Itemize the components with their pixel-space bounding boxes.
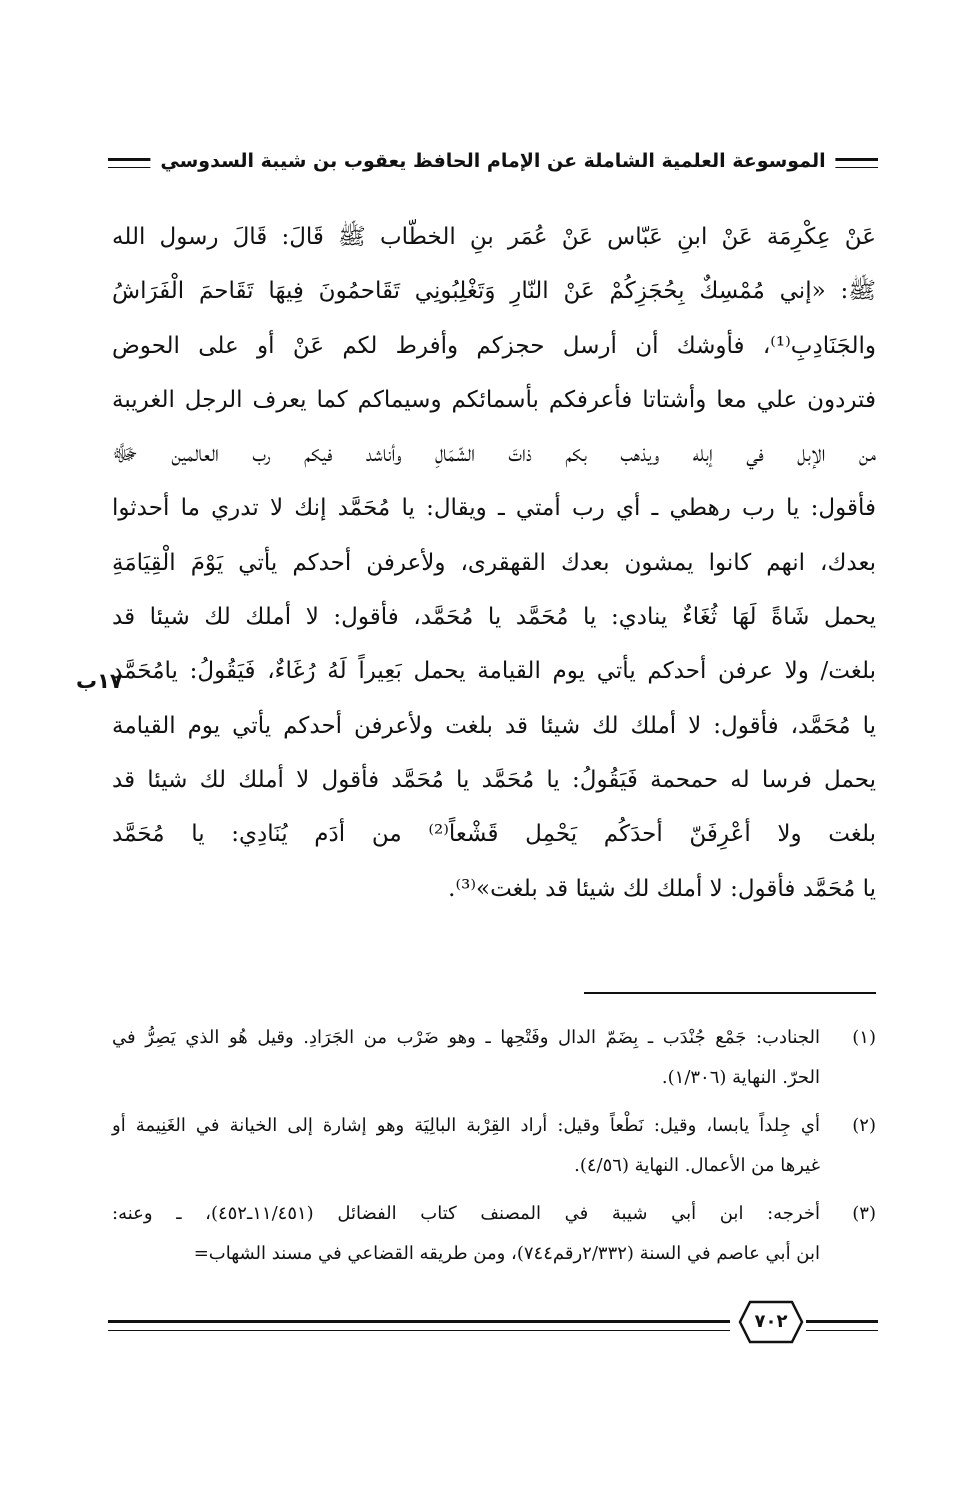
footnote-separator [584,992,876,994]
footnote-number: (٢) [852,1115,876,1136]
footnote-text [112,1194,820,1274]
footer-rule-right [806,1320,878,1331]
text-line: فتردون علي معا وأشتاتا فأعرفكم بأسمائكم وسيماكم كما يعرف الرجل الغريبة [112,386,876,413]
text-line: والجَنَادِبِ⁽¹⁾، فأوشك أن أرسل حجزكم وأفرط لكم عَنْ أو على الحوض [112,332,876,359]
footnotes [112,1018,876,1282]
text-line: عَنْ عِكْرِمَة عَنْ ابنِ عَبّاس عَنْ عُمَر بنِ الخطّاب ﷺ قَالَ: قَالَ رسول الله [112,224,876,250]
footnote-line: أخرجه: ابن أبي شيبة في المصنف كتاب الفضائل (١١/٤٥١ـ٤٥٢)، ـ وعنه: [112,1203,820,1224]
text-line: بلغت/ ولا عرفن أحدكم يأتي يوم القيامة يحمل بَعِيراً لَهُ رُغَاءٌ، فَيَقُولُ: يامُحَمَّد [112,658,876,685]
footnote-number: (٣) [852,1203,876,1224]
text-line: فأقول: يا رب رهطي ـ أي رب أمتي ـ ويقال: يا مُحَمَّد إنك لا تدري ما أحدثوا [112,495,876,522]
page-footer [108,1300,878,1360]
footnote-1 [112,1018,876,1098]
text-line: يا مُحَمَّد، فأقول: لا أملك لك شيئا قد بلغت ولأعرفن أحدكم يأتي يوم القيامة [112,712,876,739]
footnote-line: ابن أبي عاصم في السنة (٢/٣٣٢رقم٧٤٤)، ومن طريقه القضاعي في مسند الشهاب= [193,1243,820,1264]
main-text [112,210,876,916]
text-line: ﷺ: «إني مُمْسِكٌ بِحُجَزِكُمْ عَنْ النّارِ وَتَغْلِبُونِي تَقَاحمُونَ فِيهَا تَقَاحمَ الْفَرَاشُ [112,278,876,305]
text-line: من الإبل في إبله ويذهب بكم ذاتَ الشّمَالِ وأناشد فيكم رب العالمين ﷻ [112,441,876,468]
page-number: ٧٠٢ [754,1311,788,1332]
footnote-line: أي جِلداً يابسا، وقيل: نَطْعاً وقيل: أراد القِرْبة البالِيَة وهو إشارة إلى الخيانة في الغَنِيمة أو [112,1115,820,1136]
manuscript-folio-marker: ١٧ب [76,669,123,693]
text-line: يا مُحَمَّد فأقول: لا أملك لك شيئا قد بلغت»⁽³⁾. [448,875,876,902]
running-header [108,148,878,178]
footnote-line: غيرها من الأعمال. النهاية (٤/٥٦). [574,1155,820,1176]
page-number-badge [738,1300,804,1344]
header-title: الموسوعة العلمية الشاملة عن الإمام الحافظ يعقوب بن شيبة السدوسي [150,148,835,174]
footer-rule-left [108,1320,730,1331]
text-line: بعدك، انهم كانوا يمشون بعدك القهقرى، ولأعرفن أحدكم يأتي يَوْمَ الْقِيَامَةِ [112,549,876,576]
text-line: يحمل فرسا له حمحمة فَيَقُولُ: يا مُحَمَّد يا مُحَمَّد فأقول لا أملك لك شيئا قد [112,766,876,793]
text-line: بلغت ولا أعْرِفَنّ أحدَكُم يَحْمِل قَشْعاً⁽²⁾ من أدَم يُنَادِي: يا مُحَمَّد [112,821,876,848]
text-line: يحمل شَاةً لَهَا ثُغَاءٌ ينادي: يا مُحَمَّد يا مُحَمَّد، فأقول: لا أملك لك شيئا قد [112,604,876,631]
footnote-3 [112,1194,876,1274]
footnote-text [112,1018,820,1098]
footnote-number: (١) [852,1027,876,1048]
footnote-2 [112,1106,876,1186]
footnote-line: الجنادب: جَمْع جُنْدَب ـ بِضَمّ الدال وفَتْحِها ـ وهو ضَرْب من الجَرَادِ. وقيل هُو الذي يَصِرُّ في [112,1027,820,1048]
footnote-line: الحرّ. النهاية (١/٣٠٦). [661,1067,820,1088]
footnote-text [112,1106,820,1186]
